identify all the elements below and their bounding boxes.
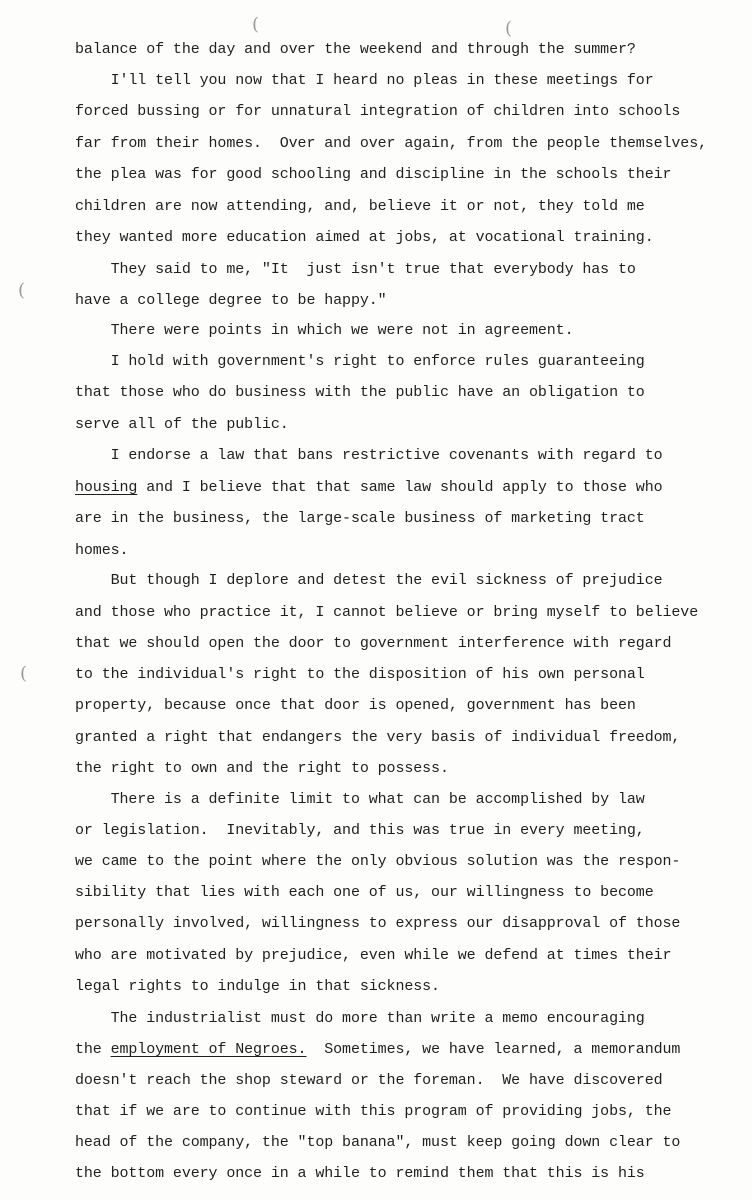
text-line: balance of the day and over the weekend and through the summer?: [75, 41, 636, 58]
text-line: the bottom every once in a while to remind them that this is his: [75, 1165, 645, 1182]
text-line: They said to me, "It just isn't true that everybody has to: [75, 261, 636, 278]
text-line: and those who practice it, I cannot believe or bring myself to believe: [75, 604, 699, 621]
text-fragment: the: [75, 1041, 111, 1058]
text-line: the right to own and the right to possess.: [75, 760, 449, 777]
text-line: they wanted more education aimed at jobs, at vocational training.: [75, 229, 654, 246]
text-line: head of the company, the "top banana", must keep going down clear to: [75, 1134, 681, 1151]
text-line: granted a right that endangers the very basis of individual freedom,: [75, 729, 681, 746]
margin-mark: (: [18, 280, 26, 301]
text-line: that those who do business with the public have an obligation to: [75, 384, 645, 401]
text-line: But though I deplore and detest the evil sickness of prejudice: [75, 572, 663, 589]
margin-mark: (: [20, 663, 28, 684]
text-line: There is a definite limit to what can be accomplished by law: [75, 791, 645, 808]
margin-mark: (: [505, 18, 513, 39]
text-line: serve all of the public.: [75, 416, 289, 433]
text-line: I'll tell you now that I heard no pleas in these meetings for: [75, 72, 654, 89]
text-line: The industrialist must do more than write a memo encouraging: [75, 1010, 645, 1027]
text-line: have a college degree to be happy.": [75, 292, 387, 309]
text-line: I hold with government's right to enforce rules guaranteeing: [75, 353, 645, 370]
text-line: forced bussing or for unnatural integration of children into schools: [75, 103, 681, 120]
text-fragment: and I believe that that same law should apply to those who: [137, 479, 663, 496]
text-line: I endorse a law that bans restrictive covenants with regard to: [75, 447, 663, 464]
text-line: legal rights to indulge in that sickness.: [75, 978, 440, 995]
text-line: who are motivated by prejudice, even while we defend at times their: [75, 947, 672, 964]
text-line: the plea was for good schooling and discipline in the schools their: [75, 166, 672, 183]
text-line: homes.: [75, 542, 129, 559]
text-line: are in the business, the large-scale business of marketing tract: [75, 510, 645, 527]
margin-mark: (: [252, 14, 260, 35]
underlined-word: housing: [75, 479, 138, 496]
text-line: personally involved, willingness to express our disapproval of those: [75, 915, 681, 932]
text-line: far from their homes. Over and over again, from the people themselves,: [75, 135, 708, 152]
text-line: children are now attending, and, believe it or not, they told me: [75, 198, 645, 215]
text-line: we came to the point where the only obvious solution was the respon-: [75, 853, 681, 870]
text-line: doesn't reach the shop steward or the foreman. We have discovered: [75, 1072, 663, 1089]
text-line: [75, 1040, 680, 1060]
text-line: or legislation. Inevitably, and this was true in every meeting,: [75, 822, 645, 839]
text-line: property, because once that door is opened, government has been: [75, 697, 636, 714]
text-fragment: Sometimes, we have learned, a memorandum: [306, 1041, 681, 1058]
text-line: There were points in which we were not in agreement.: [75, 322, 574, 339]
text-line: that if we are to continue with this program of providing jobs, the: [75, 1103, 672, 1120]
text-line: [75, 478, 663, 498]
underlined-phrase: employment of Negroes.: [110, 1041, 307, 1058]
text-line: that we should open the door to government interference with regard: [75, 635, 672, 652]
text-line: sibility that lies with each one of us, our willingness to become: [75, 884, 654, 901]
text-line: to the individual's right to the disposition of his own personal: [75, 666, 645, 683]
